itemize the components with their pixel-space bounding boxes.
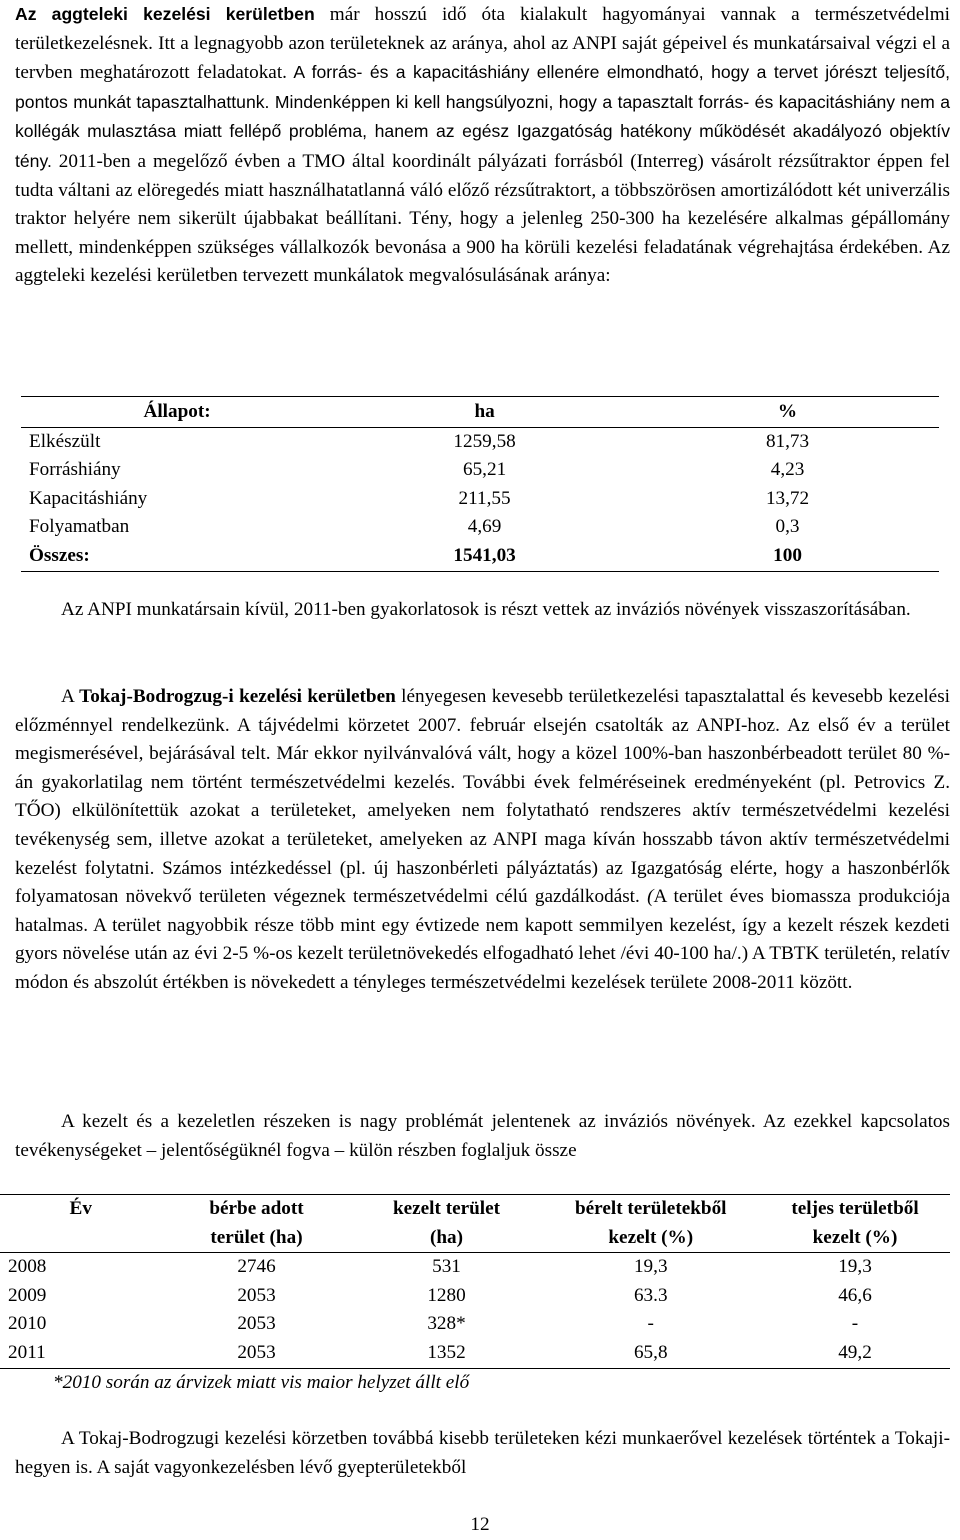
- leased-cell: 2053: [237, 1284, 276, 1306]
- status-table-header-row: [21, 397, 939, 428]
- row-label: Elkészült: [29, 430, 101, 452]
- total-label: Összes:: [21, 542, 333, 571]
- managed-cell: 328*: [427, 1313, 466, 1335]
- intro-text-3: 2011-ben a megelőző évben a TMO által koordinált pályázati forrásból (Interreg) vásárolt rézsűtraktor éppen fel tudta váltani az elöregedés miatt használhatatlanná váló előző rézsűtraktort, a többszörösen amortizálódott két univerzális traktor helyére nem sikerült újabbakat beállítani. Tény, hogy a jelenleg 250-300 ha kezelésére alkalmas gépállomány mellett, mindenképpen szükséges vállalkozók bevonása a 900 ha körüli kezelési feladatának végrehajtása érdekében. Az aggteleki kezelési kerületben tervezett munkálatok megvalósulásának aránya:: [15, 150, 950, 287]
- tokaj-italic-paren: (: [647, 886, 654, 908]
- row-percent: 81,73: [765, 430, 810, 452]
- leased-pct-cell: 19,3: [633, 1256, 668, 1278]
- total-ha: 1541,03: [333, 542, 636, 571]
- table-row: [21, 485, 939, 514]
- table-row: [21, 513, 939, 542]
- total-pct-cell: 46,6: [838, 1284, 872, 1306]
- table-row: [0, 1282, 950, 1311]
- row-percent: 0,3: [775, 516, 800, 538]
- row-percent: 13,72: [765, 487, 810, 509]
- header-ha: ha: [333, 397, 636, 428]
- year-cell: 2011: [0, 1339, 162, 1368]
- management-table: [0, 1194, 950, 1369]
- header-percent: %: [636, 397, 939, 428]
- intro-text-1: már hosszú idő óta kialakult hagyományai vannak a természetvédelmi területkezelésnek. Itt a legnagyobb azon területeknek az aránya, ahol az ANPI saját gépeivel és munkatársaival végzi el a tervben meghatározott feladatokat.: [15, 4, 951, 84]
- table-footnote: *2010 során az árvizek miatt vis maior helyzet állt elő: [53, 1372, 470, 1393]
- tokaj-text: lényegesen kevesebb területkezelési tapasztalattal és kevesebb kezelési előzménnyel rendelkezünk. A tájvédelmi körzetet 2007. február elsején csatolták az ANPI-hoz. Az első év a terület megismerésével, bejárásával telt. Már ekkor nyilvánvalóvá vált, hogy a közel 100%-ban haszonbérbeadott terület 80 %-án gyakorlatilag nem történt természetvédelmi kezelés. További évek felméréseinek eredményeként (pl. Petrovics Z. TŐO) elkülönítettük azokat a területeket, amelyeken nem folytatható rendszeres aktív természetvédelmi kezelési tevékenység sem, illetve azokat a területeket, amelyeken az ANPI maga kíván hosszabb távon aktív természetvédelmi kezelést folytatni. Számos intézkedéssel (pl. új haszonbérleti pályáztatás) az Igazgatóság elérte, hogy a haszonbérlők folyamatosan növekvő területen végeznek természetvédelmi célú gazdálkodást.: [15, 686, 950, 908]
- intro-heading-bold: Az aggteleki kezelési kerületben: [15, 4, 315, 24]
- leased-pct-cell: -: [647, 1313, 654, 1335]
- invasive-paragraph: A kezelt és a kezeletlen részeken is nagy problémát jelentenek az inváziós növények. Az ezekkel kapcsolatos tevékenységeket – jelentőségüknél fogva – külön részben foglaljuk össze: [15, 1111, 950, 1161]
- intro-paragraph: [15, 0, 950, 291]
- header-status: Állapot:: [21, 397, 333, 428]
- header-managed: kezelt terület (ha): [352, 1195, 542, 1253]
- table-row: [0, 1253, 950, 1282]
- row-ha: 4,69: [467, 516, 502, 538]
- year-cell: 2010: [8, 1313, 47, 1335]
- tokaj-tail: A terület éves biomassza produkciója hatalmas. A terület nagyobbik része több mint egy évtizede nem kapott semmilyen kezelést, így a kezelt részek kezdeti gyors növelése után az évi 2-5 %-os kezelt területnövekedés elfogadható lehet /évi 40-100 ha/.) A TBTK területén, relatív módon és abszolút értékben is növekedett a tényleges természetvédelmi kezelések területe 2008-2011 között.: [15, 886, 950, 993]
- management-table-header-row: [0, 1195, 950, 1253]
- header-leased: bérbe adott terület (ha): [162, 1195, 352, 1253]
- row-ha: 65,21: [462, 459, 507, 481]
- row-ha: 211,55: [458, 487, 511, 509]
- header-year: Év: [0, 1195, 162, 1253]
- managed-cell: 531: [432, 1256, 461, 1278]
- total-pct-cell: -: [851, 1313, 859, 1335]
- header-total-managed-pct: teljes területből kezelt (%): [760, 1195, 950, 1253]
- row-label: Folyamatban: [29, 516, 130, 538]
- status-table: [21, 396, 939, 572]
- intro-text-2: A forrás- és a kapacitáshiány ellenére elmondható, hogy a tervet jórészt teljesítő, pontos munkát tapasztalhattunk. Mindenképpen ki kell hangsúlyozni, hogy a tapasztalt forrás- és kapacitáshiány nem a kollégák mulasztása miatt fellépő probléma, hanem az egész Igazgatóság hatékony működését akadályozó objektív tény.: [15, 62, 950, 171]
- table-row: [21, 427, 939, 456]
- leased-cell: 2746: [237, 1256, 276, 1278]
- table-row: [0, 1310, 950, 1339]
- managed-cell: 1352: [352, 1339, 542, 1368]
- managed-cell: 1280: [427, 1284, 466, 1306]
- year-cell: 2008: [8, 1256, 47, 1278]
- total-pct-cell: 49,2: [760, 1339, 950, 1368]
- row-label: Forráshiány: [29, 459, 121, 481]
- page-number: 12: [470, 1514, 490, 1535]
- total-percent: 100: [636, 542, 939, 571]
- tokaj-pre: A: [61, 686, 80, 707]
- table-row: [0, 1339, 950, 1368]
- leased-pct-cell: 65,8: [542, 1339, 761, 1368]
- row-label: Kapacitáshiány: [29, 487, 148, 509]
- total-row: [21, 542, 939, 571]
- leased-pct-cell: 63.3: [633, 1284, 668, 1306]
- row-ha: 1259,58: [453, 430, 516, 452]
- tokaj-heading-bold: Tokaj-Bodrogzug-i kezelési kerületben: [79, 686, 396, 707]
- table-row: [21, 456, 939, 485]
- leased-cell: 2053: [237, 1313, 276, 1335]
- trainees-paragraph: Az ANPI munkatársain kívül, 2011-ben gyakorlatosok is részt vettek az inváziós növények visszaszorításában.: [61, 599, 911, 620]
- closing-paragraph: A Tokaj-Bodrogzugi kezelési körzetben továbbá kisebb területeken kézi munkaerővel kezelések történtek a Tokaji-hegyen is. A saját vagyonkezelésben lévő gyepterületekből: [15, 1428, 950, 1478]
- tokaj-paragraph: [15, 683, 950, 998]
- total-pct-cell: 19,3: [838, 1256, 872, 1278]
- header-leased-managed-pct: bérelt területekből kezelt (%): [542, 1195, 761, 1253]
- leased-cell: 2053: [162, 1339, 352, 1368]
- row-percent: 4,23: [770, 459, 805, 481]
- year-cell: 2009: [8, 1284, 47, 1306]
